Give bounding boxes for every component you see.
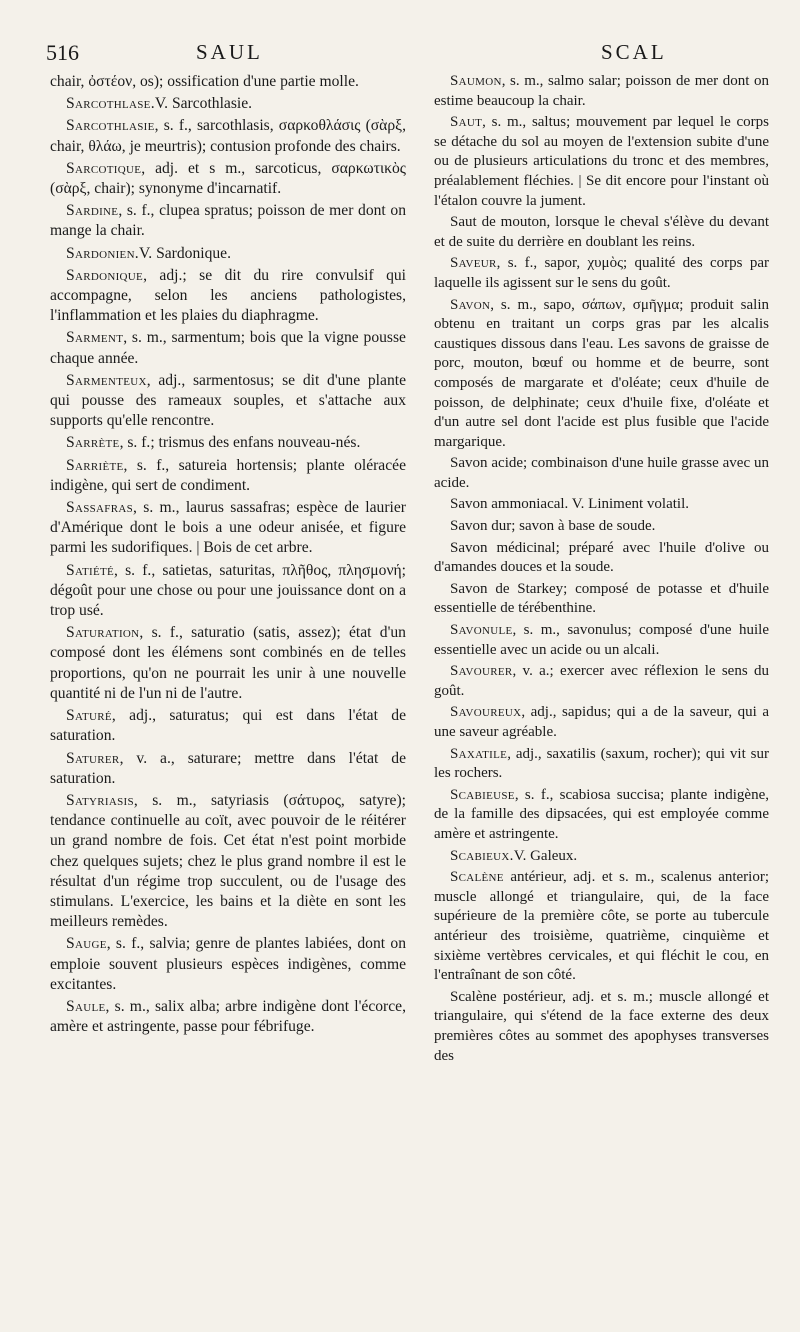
- entry-definition: sarmentosus; se dit d'une plante qui pousse des rameaux souples, et s'attache aux supports qu'elle rencontre.: [50, 371, 406, 430]
- entry-grammar: , s. m.,: [123, 329, 172, 347]
- entry-definition: exercer avec réflexion le sens du goût.: [434, 663, 769, 699]
- entry-definition: Saut de mouton, lorsque le cheval s'élève du devant et de suite du derrière en doublant les reins.: [434, 214, 769, 250]
- dictionary-entry: [50, 244, 406, 264]
- dictionary-entry: [50, 371, 406, 432]
- dictionary-entry: [50, 934, 406, 995]
- dictionary-entry: [50, 266, 406, 327]
- dictionary-entry: [50, 498, 406, 559]
- dictionary-entry: [434, 621, 769, 660]
- dictionary-entry: [434, 254, 769, 293]
- dictionary-entry: [50, 706, 406, 746]
- entry-headword: Sarment: [66, 329, 124, 347]
- entry-definition: laurus sassafras; espèce de laurier d'Amérique dont le bois a une odeur anisée, et figure parmi les sudorifiques. | Bois de cet arbre.: [50, 499, 406, 557]
- entry-headword: Saturer: [66, 749, 120, 767]
- entry-grammar: antérieur, adj. et s. m.,: [503, 869, 661, 886]
- dictionary-entry: [50, 159, 406, 199]
- entry-headword: Savoureux: [450, 704, 522, 721]
- entry-headword: Scabieux.: [450, 847, 514, 864]
- dictionary-entry: [434, 454, 769, 493]
- entry-grammar: , adj.,: [146, 371, 193, 389]
- entry-headword: Satyriasis: [66, 791, 134, 809]
- dictionary-entry: [50, 623, 406, 704]
- entry-headword: Saturation: [66, 624, 140, 642]
- dictionary-entry: [50, 201, 406, 241]
- entry-grammar: , adj.;: [143, 266, 200, 284]
- dictionary-entry: [434, 72, 769, 111]
- dictionary-entry: [50, 997, 406, 1037]
- entry-definition: sapo, σάπων, σμῆγμα; produit salin obtenu en traitant un corps gras par les alcalis caustiques dissous dans l'eau. Les savons de graisse de porc, mouton, bœuf ou homme et de beurre, sont composés de margarate et d'oléate; ceux d'huile de poisson, de delphinate; ceux d'huile fixe, d'oléate et d'un autre sel dont l'acide est plus fusible que l'acide margarique.: [434, 296, 769, 450]
- entry-definition: sapor, χυμὸς; qualité des corps par laquelle ils agissent sur le sens du goût.: [434, 255, 769, 291]
- entry-headword: Satiété: [66, 561, 115, 579]
- entry-definition: saturatus; qui est dans l'état de saturation.: [50, 707, 406, 745]
- entry-definition: se dit du rire convulsif qui accompagne, selon les anciens pathologistes, l'inflammation et les plaies du diaphragme.: [50, 266, 406, 325]
- entry-definition: V. Sarcothlasie.: [154, 95, 253, 113]
- entry-definition: trismus des enfans nouveau-nés.: [158, 434, 361, 452]
- entry-definition: clupea spratus; poisson de mer dont on mange la chair.: [50, 202, 406, 240]
- dictionary-entry: [434, 786, 769, 845]
- entry-definition: Savon dur; savon à base de soude.: [450, 518, 656, 535]
- entry-definition: scalenus anterior; muscle allongé et triangulaire, qui, de la face supérieure de la première côte, se porte au tubercule antérieur des troisième, quatrième, cinquième et sixième vertèbres cervicales, et qui fléchit le cou, en l'entraînant de son côté.: [434, 869, 769, 984]
- entry-grammar: , s. m.,: [490, 296, 544, 313]
- entry-definition: Savon ammoniacal. V. Liniment volatil.: [450, 496, 689, 513]
- entry-headword: Scabieuse: [450, 786, 515, 803]
- dictionary-entry: [434, 580, 769, 619]
- entry-definition: V. Sardonique.: [139, 244, 231, 262]
- entry-grammar: , s. m.,: [133, 791, 211, 809]
- entry-definition: sarmentum; bois que la vigne pousse chaque année.: [50, 329, 406, 367]
- entry-definition: sapidus; qui a de la saveur, qui a une saveur agréable.: [434, 704, 769, 740]
- entry-definition: satyriasis (σάτυρος, satyre); tendance continuelle au coït, avec pouvoir de le réitérer un grand nombre de fois. Cet état n'est point morbide chez quelques sujets; chez le plus grand nombre il est le résultat d'un régime trop succulent, ou de l'usage des stimulans. L'exercice, les bains et la diète en sont les meilleurs remèdes.: [50, 791, 406, 931]
- entry-definition: chair, ὀστέον, os); ossification d'une partie molle.: [50, 73, 359, 90]
- dictionary-entry: [50, 561, 406, 622]
- entry-headword: Savon: [450, 296, 491, 313]
- running-head-right: SCAL: [601, 40, 667, 64]
- entry-grammar: , s. f.,: [123, 456, 179, 474]
- dictionary-entry: [434, 517, 769, 537]
- left-column: [50, 72, 406, 1322]
- entry-definition: Savon de Starkey; composé de potasse et d'huile essentielle de térébenthine.: [434, 580, 769, 617]
- entry-grammar: , s. f.,: [139, 624, 192, 642]
- entry-headword: Sardine: [66, 202, 119, 220]
- dictionary-entry: [50, 94, 406, 114]
- dictionary-entry: [434, 703, 769, 742]
- entry-grammar: , v. a.;: [512, 663, 561, 680]
- right-column: [434, 72, 769, 1322]
- dictionary-entry: [50, 116, 406, 156]
- dictionary-entry: [434, 745, 769, 784]
- entry-headword: Saut: [450, 114, 483, 131]
- entry-definition: sarcothlasis, σαρκοθλάσις (σὰρξ, chair, θλάω, je meurtris); contusion profonde des chairs.: [50, 117, 406, 155]
- dictionary-entry: [50, 749, 406, 789]
- entry-headword: Saxatile: [450, 745, 508, 762]
- entry-headword: Sardonique: [66, 266, 144, 284]
- entry-grammar: , s. m.,: [482, 114, 532, 131]
- entry-grammar: , s. f.;: [119, 434, 159, 452]
- entry-definition: satietas, saturitas, πλῆθος, πλησμονή; dégoût pour une chose ou pour une jouissance dont on a trop usé.: [50, 561, 406, 620]
- entry-headword: Saturé: [66, 707, 112, 725]
- entry-headword: Sarmenteux: [66, 371, 147, 389]
- entry-grammar: , s. m.,: [512, 622, 568, 639]
- entry-headword: Saveur: [450, 255, 497, 272]
- entry-grammar: , s. f.,: [118, 202, 160, 220]
- entry-definition: V. Galeux.: [513, 847, 578, 864]
- dictionary-entry: [434, 847, 769, 867]
- entry-definition: sarcoticus, σαρκωτικὸς (σὰρξ, chair); synonyme d'incarnatif.: [50, 159, 406, 198]
- dictionary-entry: [50, 791, 406, 932]
- running-head-left: SAUL: [196, 40, 263, 64]
- entry-definition: saturatio (satis, assez); état d'un composé dont les élémens sont combinés en de telles proportions, qu'on ne pourrait les unir à une nouvelle quantité ni de l'un ni de l'autre.: [50, 624, 406, 702]
- dictionary-entry: [50, 328, 406, 368]
- dictionary-entry: [434, 988, 769, 1066]
- dictionary-entry: [434, 539, 769, 578]
- dictionary-entry: [434, 213, 769, 252]
- entry-headword: Sarcothlasie: [66, 117, 155, 135]
- entry-definition: scabiosa succisa; plante indigène, de la famille des dipsacées, qui est employée comme amère et astringente.: [434, 786, 769, 842]
- entry-headword: Scalène: [450, 869, 504, 886]
- entry-definition: Scalène postérieur, adj. et s. m.; muscle allongé et triangulaire, qui s'étend de la face externe des deux premières côtes au sommet des apophyses transverses des: [434, 988, 769, 1064]
- entry-grammar: , s. f.,: [514, 786, 560, 803]
- dictionary-entry: [434, 113, 769, 211]
- dictionary-entry: [434, 296, 769, 453]
- entry-definition: Savon acide; combinaison d'une huile grasse avec un acide.: [434, 455, 769, 491]
- entry-headword: Saule: [66, 997, 106, 1015]
- entry-grammar: , v. a.,: [119, 749, 188, 767]
- entry-headword: Sassafras: [66, 499, 134, 517]
- dictionary-entry: [434, 495, 769, 515]
- entry-grammar: , adj. et s m.,: [141, 159, 256, 177]
- entry-definition: savonulus; composé d'une huile essentielle avec un acide ou un alcali.: [434, 622, 769, 658]
- entry-headword: Saumon: [450, 73, 502, 89]
- entry-definition: Savon médicinal; préparé avec l'huile d'olive ou d'amandes douces et la soude.: [434, 539, 769, 576]
- entry-grammar: , s. f.,: [496, 255, 545, 272]
- entry-definition: saltus; mouvement par lequel le corps se détache du sol au moyen de l'extension subite d'une ou de plusieurs articulations du tronc et des membres, préalablement fléchies. | Se dit encore pour l'instant où l'étalon couvre la jument.: [434, 114, 769, 209]
- entry-headword: Savourer: [450, 663, 513, 680]
- entry-headword: Savonule: [450, 622, 513, 639]
- dictionary-entry: [50, 72, 406, 92]
- entry-headword: Sarriète: [66, 456, 124, 474]
- page-header: [46, 40, 772, 70]
- entry-definition: saturare; mettre dans l'état de saturation.: [50, 749, 406, 787]
- entry-grammar: , adj.,: [111, 707, 170, 725]
- entry-definition: satureia hortensis; plante oléracée indigène, qui sert de condiment.: [50, 456, 406, 494]
- dictionary-entry: [50, 456, 406, 496]
- page-number: 516: [46, 40, 79, 65]
- entry-grammar: , adj.,: [507, 745, 547, 762]
- entry-headword: Sarrète: [66, 434, 120, 452]
- entry-grammar: , s. m.,: [133, 499, 186, 517]
- dictionary-entry: [434, 868, 769, 986]
- entry-definition: saxatilis (saxum, rocher); qui vit sur les rochers.: [434, 745, 769, 782]
- entry-grammar: , s. m.,: [105, 997, 155, 1015]
- dictionary-entry: [50, 433, 406, 453]
- entry-headword: Sauge: [66, 935, 107, 953]
- entry-grammar: , s. f.,: [114, 561, 163, 579]
- entry-headword: Sarcothlase.: [66, 95, 155, 113]
- entry-definition: salmo salar; poisson de mer dont on estime beaucoup la chair.: [434, 73, 769, 109]
- entry-grammar: , s. f.,: [106, 935, 150, 953]
- entry-grammar: , s. f.,: [154, 117, 197, 135]
- entry-definition: salix alba; arbre indigène dont l'écorce, amère et astringente, passe pour fébrifuge.: [50, 997, 406, 1036]
- entry-grammar: , adj.,: [521, 704, 563, 721]
- entry-headword: Sarcotique: [66, 159, 142, 177]
- entry-definition: salvia; genre de plantes labiées, dont on emploie souvent plusieurs espèces indigènes, comme excitantes.: [50, 935, 406, 993]
- entry-headword: Sardonien.: [66, 244, 140, 262]
- dictionary-entry: [434, 662, 769, 701]
- entry-grammar: , s. m.,: [501, 73, 549, 89]
